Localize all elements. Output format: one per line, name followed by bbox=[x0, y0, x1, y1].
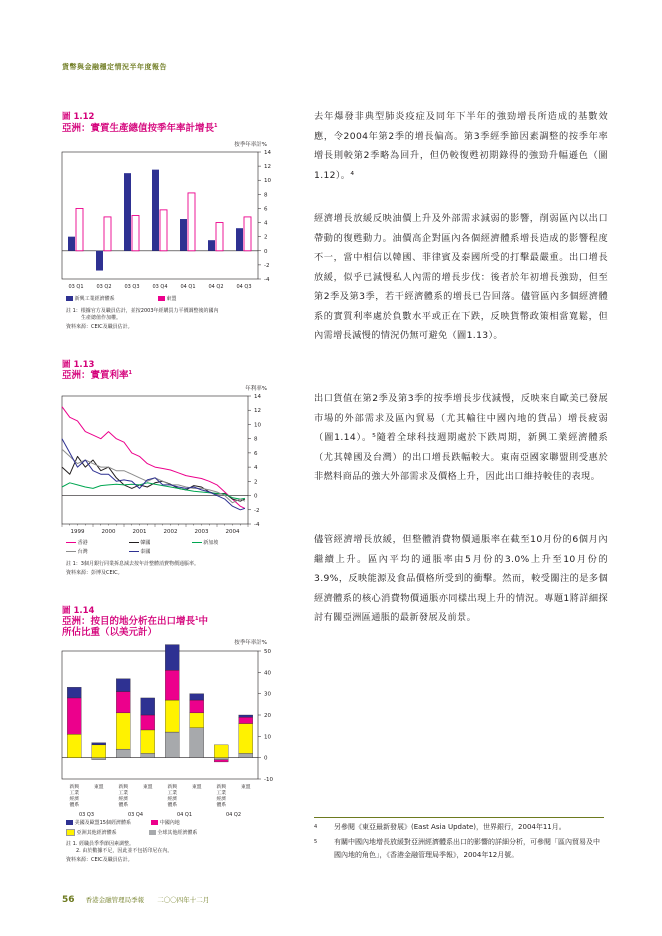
legend-swatch-asean bbox=[158, 296, 165, 301]
legend-label: 台灣 bbox=[77, 549, 88, 555]
paragraph-3: 出口貨值在第2季及第3季的按季增長步伐減慢，反映來自歐美已發展市場的外部需求及區內貿易（尤其輸往中國內地的貨品）增長疲弱（圖1.14）。⁵隨着全球科技週期處於下跌周期，新興工業經濟體系（尤其韓國及台灣）的出口增長跌幅較大。東南亞國家聯盟則受惠於非燃料商品的強大外部需求及價格上升，因此出口維持較佳的表現。 bbox=[314, 393, 608, 482]
x-tick-label: 2002 bbox=[163, 529, 178, 535]
y-tick-label: 40 bbox=[264, 670, 271, 677]
x-tick-label: 體系 bbox=[216, 803, 227, 808]
legend-line-korea bbox=[129, 542, 139, 544]
bar bbox=[124, 173, 131, 251]
quarter-label: 04 Q1 bbox=[176, 812, 193, 818]
figure-title-text: 亞洲：實質生產總值按季年率計增長 bbox=[62, 123, 215, 135]
bar bbox=[96, 251, 103, 271]
quarter-label: 03 Q4 bbox=[127, 812, 144, 818]
bar-segment bbox=[92, 758, 106, 760]
figure-title bbox=[62, 614, 208, 638]
x-tick-label: 經濟 bbox=[69, 797, 80, 802]
figure-title bbox=[62, 121, 218, 134]
figure-note: 註 1. 經職員季季節因素調整。 2. 由於數據不足，因此並不包括印尼在內。 bbox=[66, 841, 173, 854]
x-tick-label: 體系 bbox=[69, 803, 80, 808]
x-tick-label: 新興 bbox=[216, 785, 227, 790]
legend bbox=[66, 820, 266, 838]
bar-segment bbox=[141, 715, 155, 730]
y-tick-label: 10 bbox=[264, 734, 271, 741]
legend bbox=[66, 296, 176, 303]
legend-label: 香港 bbox=[77, 540, 88, 546]
bar bbox=[216, 223, 223, 251]
x-tick-label: 東盟 bbox=[240, 785, 251, 790]
bar bbox=[244, 217, 251, 251]
y-tick-label: 10 bbox=[264, 178, 271, 185]
x-tick-label: 工業 bbox=[216, 791, 227, 796]
legend-label: 泰國 bbox=[140, 549, 151, 555]
legend-swatch-us-eu bbox=[66, 820, 73, 825]
footer bbox=[62, 887, 209, 906]
footnote-text: 另參閱《東亞最新發展》(East Asia Update)，世界銀行，2004年11月。 bbox=[334, 823, 566, 831]
x-tick-label: 04 Q3 bbox=[236, 284, 252, 290]
x-tick-label: 東盟 bbox=[142, 785, 153, 790]
bar-segment bbox=[214, 745, 228, 758]
footnote-text: 有關中國內地增長放緩對亞洲經濟體系出口的影響的詳細分析，可參閱「區內貿易及中國內地的角色」，《香港金融管理局季報》，2004年12月號。 bbox=[334, 838, 600, 859]
figure-title-line2: 所佔比重（以美元計） bbox=[62, 627, 158, 639]
x-tick-label: 1999 bbox=[70, 529, 85, 535]
y-tick-label: 2 bbox=[264, 234, 268, 241]
legend-label: 韓國 bbox=[140, 540, 151, 546]
bar-segment bbox=[165, 670, 179, 700]
x-tick-label: 04 Q2 bbox=[208, 284, 224, 290]
running-header: 貨幣與金融穩定情況半年度報告 bbox=[62, 63, 167, 71]
y-tick-label: 4 bbox=[264, 220, 268, 227]
bar-segment bbox=[239, 715, 253, 717]
bar-segment bbox=[67, 734, 81, 757]
bar bbox=[236, 228, 243, 251]
x-tick-label: 新興 bbox=[69, 785, 80, 790]
quarter-label: 03 Q3 bbox=[78, 812, 95, 818]
bar-segment bbox=[67, 687, 81, 698]
paragraph-2: 經濟增長放緩反映油價上升及外部需求減弱的影響，削弱區內以出口帶動的復甦動力。油價高企對區內各個經濟體系增長造成的影響程度不一，當中相信以韓國、菲律賓及泰國所受的打擊最嚴重。出口增長放緩，似乎已減慢私人內需的增長步伐：後者於年初增長強勁，但至第2季及第3季，若干經濟體系的增長已告回落。儘管區內多個經濟體系的實質利率處於負數水平或正在下跌，反映貨幣政策相當寬鬆，但內需增長減慢的情況仍無可避免（圖1.13）。 bbox=[314, 213, 608, 341]
x-tick-label: 新興 bbox=[118, 785, 129, 790]
bar-segment bbox=[190, 728, 204, 758]
x-tick-label: 03 Q3 bbox=[124, 284, 140, 290]
footnote bbox=[314, 821, 606, 862]
bar-segment bbox=[116, 749, 130, 758]
bar-segment bbox=[190, 694, 204, 700]
legend bbox=[66, 540, 266, 558]
x-tick-label: 工業 bbox=[69, 791, 80, 796]
x-tick-label: 2001 bbox=[132, 529, 147, 535]
publication-date: 二〇〇四年十二月 bbox=[157, 896, 210, 904]
bar bbox=[160, 210, 167, 251]
bar-segment bbox=[141, 753, 155, 757]
footnote-mark: 4 bbox=[314, 824, 318, 830]
figure-note: 註 1：根據官方及職員估計，並按2003年經購買力平價調整後的國內 生產總值作加權。 bbox=[66, 308, 219, 321]
bar-segment bbox=[239, 717, 253, 723]
y-tick-label: 50 bbox=[264, 649, 271, 655]
y-tick-label: 8 bbox=[254, 436, 258, 443]
x-tick-label: 體系 bbox=[167, 803, 178, 808]
y-tick-label: 6 bbox=[264, 206, 268, 213]
quarter-label: 04 Q2 bbox=[225, 812, 242, 818]
legend-line-taiwan bbox=[66, 551, 76, 553]
legend-label: 中國內地 bbox=[159, 820, 180, 826]
figure-title-text: 亞洲：實質利率 bbox=[62, 370, 129, 382]
y-tick-label: 2 bbox=[254, 479, 258, 486]
bar-segment bbox=[214, 758, 228, 760]
x-tick-label: 經濟 bbox=[118, 797, 129, 802]
figure-title bbox=[62, 368, 132, 381]
series-line bbox=[62, 439, 245, 510]
y-tick-label: -2 bbox=[254, 507, 260, 514]
y-tick-label: 12 bbox=[264, 164, 271, 171]
figure-title-text: 亞洲：按目的地分析在出口增長 bbox=[62, 616, 196, 628]
bar-segment bbox=[165, 700, 179, 732]
chart-fig113 bbox=[60, 384, 280, 542]
y-tick-label: -4 bbox=[264, 277, 270, 283]
y-axis-unit: 按季年率計% bbox=[234, 142, 267, 148]
legend-swatch-mainland bbox=[151, 820, 158, 825]
bar bbox=[104, 217, 111, 251]
legend-swatch-rest-world bbox=[149, 830, 156, 835]
figure-title-end: 中 bbox=[198, 616, 209, 628]
y-tick-label: 20 bbox=[264, 713, 271, 719]
bar-segment bbox=[190, 700, 204, 713]
y-axis-unit: 年利率% bbox=[245, 386, 267, 392]
figure-title-sup: 1 bbox=[195, 616, 199, 622]
y-tick-label: 8 bbox=[264, 192, 268, 199]
bar-segment bbox=[239, 724, 253, 754]
bar-segment bbox=[141, 730, 155, 753]
series-line bbox=[62, 449, 245, 502]
bar-segment bbox=[67, 698, 81, 734]
y-tick-label: 14 bbox=[254, 394, 261, 400]
chart-fig114 bbox=[60, 638, 280, 820]
x-tick-label: 經濟 bbox=[167, 797, 178, 802]
legend-label: 美國及歐盟15個經濟體系 bbox=[74, 820, 131, 826]
figure-source: 資料來源：彭博及CEIC。 bbox=[66, 570, 123, 576]
x-tick-label: 工業 bbox=[167, 791, 178, 796]
x-tick-label: 東盟 bbox=[191, 785, 202, 790]
bar-segment bbox=[190, 713, 204, 728]
paragraph-4: 儘管經濟增長放緩，但整體消費物價通脹率在截至10月份的6個月內繼續上升。區內平均的通脹率由5月份的3.0%上升至10月份的3.9%，反映能源及食品價格所受到的衝擊。然而，較受關注的是多個經濟體系的核心消費物價通脹亦同樣出現上升的情況。專題1將詳細探討有關亞洲區通脹的最新發展及前景。 bbox=[314, 534, 608, 623]
x-tick-label: 東盟 bbox=[93, 785, 104, 790]
y-tick-label: 10 bbox=[254, 422, 261, 429]
y-tick-label: 6 bbox=[254, 450, 258, 457]
bar-segment bbox=[92, 743, 106, 745]
y-tick-label: -2 bbox=[264, 262, 270, 269]
bar bbox=[180, 219, 187, 251]
y-tick-label: 0 bbox=[264, 755, 268, 762]
legend-line-hk bbox=[66, 542, 76, 544]
footnote-rule bbox=[314, 817, 604, 818]
footnote-mark: 5 bbox=[314, 839, 318, 845]
y-tick-label: 30 bbox=[264, 691, 271, 698]
bar-segment bbox=[214, 760, 228, 762]
bar bbox=[76, 208, 83, 250]
page-number: 56 bbox=[62, 895, 75, 905]
plot-frame bbox=[62, 651, 258, 779]
legend-label: 新興工業經濟體系 bbox=[74, 296, 115, 302]
bar-segment bbox=[165, 645, 179, 671]
bar bbox=[208, 240, 215, 251]
figure-number: 圖 1.12 bbox=[62, 112, 95, 122]
x-tick-label: 04 Q1 bbox=[180, 284, 196, 290]
bar-segment bbox=[116, 692, 130, 713]
publication-name: 香港金融管理局季報 bbox=[85, 896, 145, 904]
y-tick-label: 14 bbox=[264, 150, 271, 156]
x-tick-label: 新興 bbox=[167, 785, 178, 790]
bar bbox=[132, 216, 139, 251]
y-tick-label: -4 bbox=[254, 522, 260, 528]
x-tick-label: 經濟 bbox=[216, 797, 227, 802]
figure-number: 圖 1.13 bbox=[62, 360, 95, 370]
bar bbox=[152, 170, 159, 251]
y-tick-label: -10 bbox=[264, 777, 273, 783]
legend-line-thailand bbox=[129, 551, 139, 553]
y-tick-label: 4 bbox=[254, 465, 258, 472]
paragraph-1: 去年爆發非典型肺炎疫症及同年下半年的強勁增長所造成的基數效應，令2004年第2季的增長偏高。第3季經季節因素調整的按季年率增長則較第2季略為回升，但仍較復甦初期錄得的強勁升幅遜色（圖1.12）。⁴ bbox=[314, 111, 608, 181]
y-tick-label: 12 bbox=[254, 408, 261, 415]
x-tick-label: 2004 bbox=[225, 529, 240, 535]
figure-source: 資料來源：CEIC及職員估計。 bbox=[66, 857, 133, 863]
legend-label: 東盟 bbox=[166, 296, 177, 302]
figure-note: 註 1：3個月銀行同業拆息減去按年計整體消費物價通脹率。 bbox=[66, 561, 199, 567]
y-axis-unit: 按季年率計% bbox=[234, 640, 267, 646]
plot-frame bbox=[62, 396, 248, 524]
figure-title-sup: 1 bbox=[214, 123, 218, 129]
bar-segment bbox=[141, 698, 155, 715]
bar-segment bbox=[116, 679, 130, 692]
figure-number: 圖 1.14 bbox=[62, 606, 95, 616]
legend-line-singapore bbox=[192, 542, 202, 544]
x-tick-label: 03 Q1 bbox=[68, 284, 84, 290]
x-tick-label: 2000 bbox=[101, 529, 116, 535]
bar-segment bbox=[92, 745, 106, 758]
legend-swatch-other-asia bbox=[66, 829, 75, 836]
bar bbox=[68, 237, 75, 251]
legend-label: 新加坡 bbox=[203, 540, 219, 546]
legend-swatch-nie bbox=[66, 296, 73, 301]
chart-fig112 bbox=[60, 138, 280, 316]
figure-title-sup: 1 bbox=[128, 370, 132, 376]
x-tick-label: 03 Q2 bbox=[96, 284, 112, 290]
y-tick-label: 0 bbox=[264, 248, 268, 255]
figure-source: 資料來源：CEIC及職員估計。 bbox=[66, 324, 133, 330]
y-tick-label: 0 bbox=[254, 493, 258, 500]
x-tick-label: 03 Q4 bbox=[152, 284, 168, 290]
legend-label: 亞洲其他經濟體系 bbox=[76, 830, 117, 836]
x-tick-label: 體系 bbox=[118, 803, 129, 808]
legend-label: 全球其他經濟體系 bbox=[157, 830, 198, 836]
bar-segment bbox=[239, 753, 253, 757]
bar bbox=[188, 193, 195, 251]
x-tick-label: 工業 bbox=[118, 791, 129, 796]
bar-segment bbox=[165, 732, 179, 758]
x-tick-label: 2003 bbox=[194, 529, 209, 535]
bar-segment bbox=[116, 713, 130, 749]
